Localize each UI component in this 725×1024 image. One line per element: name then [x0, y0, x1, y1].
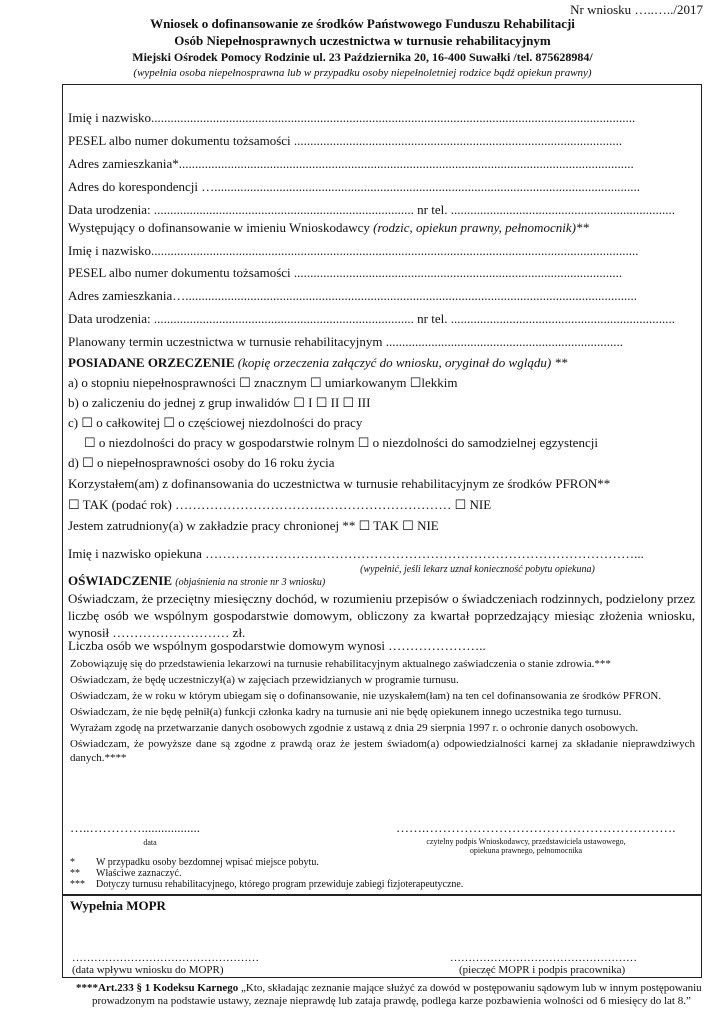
representative-pesel-field[interactable]: PESEL albo numer dokumentu tożsamości .....................................................................................................	[68, 265, 623, 280]
footnote-1: W przypadku osoby bezdomnej wpisać miejsce pobytu.	[96, 857, 319, 868]
fill-instruction: (wypełnia osoba niepełnosprawna lub w przypadku osoby niepełnoletniej rodzice bądź opiekun prawny)	[133, 67, 592, 79]
income-statement: Oświadczam, że przeciętny miesięczny dochód, w rozumieniu przepisów o świadczeniach rodzinnych, podzielony przez liczbę osób we wspólnym gospodarstwie domowym, obliczony za kwartał poprzedzający miesiąc złożenia wniosku, wynosił ……………………… zł.	[68, 591, 696, 640]
representative-address-field[interactable]: Adres zamieszkania…...........................................................................................................................................	[68, 288, 638, 303]
correspondence-address-field[interactable]: Adres do korespondencji …...................................................................................................................................	[68, 179, 640, 194]
disability-degree-options[interactable]: a) o stopniu niepełnosprawności ☐ znacznym ☐ umiarkowanym ☐lekkim	[68, 375, 458, 390]
declaration-data-consent: Wyrażam zgodę na przetwarzanie danych osobowych zgodnie z ustawą z dnia 29 sierpnia 1997 r. o ochronie danych osobowych.	[70, 722, 639, 734]
mopr-date-line[interactable]: ……………………………………………	[72, 952, 259, 964]
applicant-pesel-field[interactable]: PESEL albo numer dokumentu tożsamości .....................................................................................................	[68, 133, 623, 148]
declaration-truthfulness: Oświadczam, że powyższe dane są zgodne z prawdą oraz że jestem świadom(a) odpowiedzialności karnej za składanie nieprawdziwych danych.****	[70, 738, 695, 764]
caregiver-note: (wypełnić, jeśli lekarz uznał konieczność pobytu opiekuna)	[360, 564, 595, 575]
applicant-birth-phone-field[interactable]: Data urodzenia: ................................................................................ nr tel. .....................................................................	[68, 202, 675, 217]
representative-birth-phone-field[interactable]: Data urodzenia: ................................................................................ nr tel. .....................................................................	[68, 311, 675, 326]
declaration-participation: Oświadczam, że będę uczestniczył(a) w zajęciach przewidzianych w programie turnusu.	[70, 674, 459, 686]
declaration-health-certificate: Zobowiązuję się do przedstawienia lekarzowi na turnusie rehabilitacyjnym aktualnego zaświadczenia o stanie zdrowia.***	[70, 658, 611, 670]
article-233-line1: ****Art.233 § 1 Kodeksu Karnego „Kto, składając zeznanie mające służyć za dowód w postępowaniu sądowym lub w innym postępowaniu	[76, 982, 702, 994]
applicant-name-field[interactable]: Imię i nazwisko.....................................................................................................................................................	[68, 110, 636, 125]
planned-term-field[interactable]: Planowany termin uczestnictwa w turnusie rehabilitacyjnym .........................................................................	[68, 334, 623, 349]
footnote-3-mark: ***	[70, 879, 85, 890]
office-address: Miejski Ośrodek Pomocy Rodzinie ul. 23 Października 20, 16-400 Suwałki /tel. 875628984/	[132, 50, 593, 64]
footnote-2-mark: **	[70, 868, 80, 879]
declarations	[70, 657, 695, 765]
pfron-history-question: Korzystałem(am) z dofinansowania do uczestnictwa w turnusie rehabilitacyjnym ze środków PFRON**	[68, 476, 611, 491]
representative-name-field[interactable]: Imię i nazwisko......................................................................................................................................................	[68, 243, 639, 258]
work-incapacity-options[interactable]: c) ☐ o całkowitej ☐ o częściowej niezdolności do pracy	[68, 415, 363, 430]
representative-heading: Występujący o dofinansowanie w imieniu Wnioskodawcy (rodzic, opiekun prawny, pełnomocnik)**	[68, 220, 589, 235]
caregiver-name-field[interactable]: Imię i nazwisko opiekuna ………………………………………………………………………………………...	[68, 546, 644, 561]
signature-label-2: opiekuna prawnego, pełnomocnika	[469, 846, 583, 855]
child-disability-option[interactable]: d) ☐ o niepełnosprawności osoby do 16 roku życia	[68, 455, 335, 470]
sheltered-employment-options[interactable]: Jestem zatrudniony(a) w zakładzie pracy chronionej ** ☐ TAK ☐ NIE	[68, 518, 439, 533]
application-number: Nr wniosku …..…../2017	[570, 2, 703, 17]
footnote-1-mark: *	[70, 857, 75, 868]
footnote-3: Dotyczy turnusu rehabilitacyjnego, którego program przewiduje zabiegi fizjoterapeutyczne.	[96, 879, 464, 890]
mopr-stamp-line[interactable]: ……………………………………………	[450, 952, 637, 964]
declaration-no-funding: Oświadczam, że w roku w którym ubiegam się o dofinansowanie, nie uzyskałem(łam) na ten cel dofinansowania ze środków PFRON.	[70, 690, 662, 702]
declaration-no-staff: Oświadczam, że nie będę pełnił(a) funkcji członka kadry na turnusie ani nie będę opiekunem innego uczestnika tego turnusu.	[70, 706, 622, 718]
invalid-group-options[interactable]: b) o zaliczeniu do jednej z grup inwalidów ☐ I ☐ II ☐ III	[68, 395, 371, 410]
page-subtitle: Osób Niepełnosprawnych uczestnictwa w turnusie rehabilitacyjnym	[174, 33, 551, 48]
statement-heading: OŚWIADCZENIE (objaśnienia na stronie nr 3 wniosku)	[68, 573, 326, 588]
farm-incapacity-options[interactable]: ☐ o niezdolności do pracy w gospodarstwie rolnym ☐ o niezdolności do samodzielnej egzystencji	[84, 435, 598, 450]
footnote-2: Właściwe zaznaczyć.	[96, 868, 182, 879]
mopr-title: Wypełnia MOPR	[70, 898, 166, 913]
mopr-stamp-label: (pieczęć MOPR i podpis pracownika)	[459, 964, 626, 976]
article-233-line2: prowadzonym na podstawie ustawy, zeznaje nieprawdę lub zataja prawdę, podlega karze pozbawienia wolności od 6 miesięcy do lat 8.”	[92, 995, 691, 1007]
household-count-field[interactable]: Liczba osób we wspólnym gospodarstwie domowym wynosi …………………..	[68, 638, 486, 653]
date-signature-line[interactable]: …..…………..................	[70, 820, 200, 835]
signature-label-1: czytelny podpis Wnioskodawcy, przedstawiciela ustawowego,	[426, 837, 626, 846]
date-label: data	[143, 838, 157, 847]
certificate-heading: POSIADANE ORZECZENIE (kopię orzeczenia załączyć do wniosku, oryginał do wglądu) **	[68, 355, 568, 370]
applicant-address-field[interactable]: Adres zamieszkania*............................................................................................................................................	[68, 156, 634, 171]
page-title: Wniosek o dofinansowanie ze środków Państwowego Funduszu Rehabilitacji	[150, 16, 575, 31]
mopr-date-label: (data wpływu wniosku do MOPR)	[72, 964, 224, 976]
applicant-signature-line[interactable]: …….………………………………………………….	[396, 820, 676, 835]
pfron-history-options[interactable]: ☐ TAK (podać rok) …………………………….………………………… ☐ NIE	[68, 497, 492, 512]
